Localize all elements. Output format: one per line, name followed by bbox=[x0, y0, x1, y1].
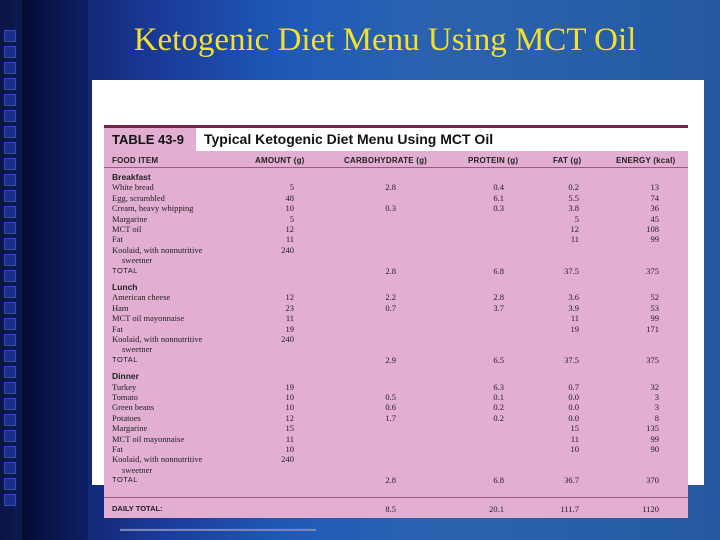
left-dark-band bbox=[22, 0, 88, 540]
table-row bbox=[104, 465, 688, 475]
fat-cell: 0.0 bbox=[568, 412, 579, 423]
table-row bbox=[104, 413, 688, 423]
fat-cell: 11 bbox=[570, 313, 579, 324]
food-item-cell: Dinner bbox=[112, 371, 139, 382]
energy-cell: 135 bbox=[646, 423, 659, 434]
fat-cell: 0.2 bbox=[568, 182, 579, 193]
food-item-cell: sweetner bbox=[122, 344, 153, 355]
energy-cell: 99 bbox=[650, 234, 659, 245]
food-item-cell: Potatoes bbox=[112, 412, 141, 423]
table-row bbox=[104, 423, 688, 433]
food-item-cell: Margarine bbox=[112, 213, 148, 224]
fat-cell: 10 bbox=[570, 444, 579, 454]
table-number: TABLE 43-9 bbox=[104, 128, 196, 151]
protein-cell: 6.8 bbox=[493, 265, 504, 276]
fat-cell: 12 bbox=[570, 224, 579, 234]
amount-cell: 10 bbox=[285, 444, 294, 454]
food-item-cell: American cheese bbox=[112, 292, 171, 303]
amount-cell: 10 bbox=[285, 203, 294, 214]
energy-cell: 99 bbox=[650, 313, 659, 324]
food-item-cell: White bread bbox=[112, 182, 154, 193]
food-item-cell: sweetner bbox=[122, 464, 153, 475]
food-item-cell: Margarine bbox=[112, 423, 148, 434]
section-heading bbox=[104, 282, 688, 292]
energy-cell: 90 bbox=[650, 444, 659, 454]
amount-cell: 19 bbox=[285, 381, 294, 392]
protein-cell: 6.3 bbox=[493, 381, 504, 392]
fat-cell: 3.8 bbox=[568, 203, 579, 214]
section-heading bbox=[104, 371, 688, 381]
col-header-fat: FAT (g) bbox=[553, 156, 582, 165]
carbohydrate-cell: 0.3 bbox=[385, 203, 396, 214]
slide-title: Ketogenic Diet Menu Using MCT Oil bbox=[133, 22, 637, 58]
table-row bbox=[104, 234, 688, 244]
table-row bbox=[104, 193, 688, 203]
amount-cell: 11 bbox=[285, 313, 294, 324]
protein-cell: 6.1 bbox=[493, 192, 504, 203]
energy-cell: 53 bbox=[650, 302, 659, 313]
table-row bbox=[104, 245, 688, 255]
fat-cell: 5.5 bbox=[568, 192, 579, 203]
energy-cell: 3 bbox=[654, 392, 659, 402]
energy-cell: 171 bbox=[646, 323, 659, 334]
table-row bbox=[104, 303, 688, 313]
amount-cell: 5 bbox=[289, 213, 294, 224]
copyright-footnote: ▬▬▬▬▬▬▬▬▬▬▬▬▬▬▬▬▬▬▬▬▬▬▬▬▬▬▬▬ bbox=[120, 526, 316, 533]
carbohydrate-cell: 2.8 bbox=[385, 265, 396, 276]
protein-cell: 20.1 bbox=[489, 504, 504, 514]
food-item-cell: Tomato bbox=[112, 392, 138, 402]
table-row bbox=[104, 382, 688, 392]
protein-cell: 0.2 bbox=[493, 402, 504, 413]
col-header-energy: ENERGY (kcal) bbox=[616, 156, 676, 165]
carbohydrate-cell: 2.9 bbox=[385, 354, 396, 365]
energy-cell: 74 bbox=[650, 192, 659, 203]
decorative-squares bbox=[0, 0, 22, 540]
table-row bbox=[104, 255, 688, 265]
energy-cell: 32 bbox=[650, 381, 659, 392]
carbohydrate-cell: 8.5 bbox=[385, 504, 396, 514]
amount-cell: 10 bbox=[285, 402, 294, 413]
food-item-cell: Cream, heavy whipping bbox=[112, 203, 194, 214]
carbohydrate-cell: 0.7 bbox=[385, 302, 396, 313]
energy-cell: 3 bbox=[654, 402, 659, 413]
daily-total-row bbox=[104, 504, 688, 514]
table-row bbox=[104, 402, 688, 412]
col-header-carbohydrate: CARBOHYDRATE (g) bbox=[344, 156, 428, 165]
fat-cell: 0.0 bbox=[568, 392, 579, 402]
energy-cell: 108 bbox=[646, 224, 659, 234]
food-item-cell: TOTAL bbox=[112, 354, 138, 364]
energy-cell: 36 bbox=[650, 203, 659, 214]
food-item-cell: Turkey bbox=[112, 381, 137, 392]
amount-cell: 15 bbox=[285, 423, 294, 434]
food-item-cell: Fat bbox=[112, 234, 123, 245]
fat-cell: 36.7 bbox=[564, 475, 579, 486]
energy-cell: 375 bbox=[646, 354, 659, 365]
fat-cell: 37.5 bbox=[564, 265, 579, 276]
amount-cell: 23 bbox=[285, 302, 294, 313]
protein-cell: 0.1 bbox=[493, 392, 504, 402]
food-item-cell: Egg, scrambled bbox=[112, 192, 165, 203]
food-item-cell: Green beans bbox=[112, 402, 155, 413]
fat-cell: 37.5 bbox=[564, 354, 579, 365]
energy-cell: 52 bbox=[650, 292, 659, 303]
carbohydrate-cell: 2.8 bbox=[385, 475, 396, 486]
table-caption bbox=[104, 125, 688, 151]
protein-cell: 6.5 bbox=[493, 354, 504, 365]
carbohydrate-cell: 0.5 bbox=[385, 392, 396, 402]
table-row bbox=[104, 324, 688, 334]
total-row bbox=[104, 266, 688, 276]
energy-cell: 13 bbox=[650, 182, 659, 193]
food-item-cell: MCT oil mayonnaise bbox=[112, 433, 185, 444]
table-row bbox=[104, 182, 688, 192]
table-title: Typical Ketogenic Diet Menu Using MCT Oil bbox=[204, 131, 494, 147]
energy-cell: 45 bbox=[650, 213, 659, 224]
col-header-food: FOOD ITEM bbox=[112, 156, 159, 165]
protein-cell: 6.8 bbox=[493, 475, 504, 486]
protein-cell: 0.4 bbox=[493, 182, 504, 193]
energy-cell: 375 bbox=[646, 265, 659, 276]
amount-cell: 12 bbox=[285, 412, 294, 423]
table-row bbox=[104, 203, 688, 213]
food-item-cell: sweetner bbox=[122, 255, 153, 266]
daily-rule bbox=[104, 497, 688, 498]
table-row bbox=[104, 434, 688, 444]
food-item-cell: Koolaid, with nonnutritive bbox=[112, 454, 203, 465]
fat-cell: 11 bbox=[570, 234, 579, 245]
amount-cell: 240 bbox=[281, 454, 294, 465]
amount-cell: 48 bbox=[285, 192, 294, 203]
table-row bbox=[104, 214, 688, 224]
amount-cell: 240 bbox=[281, 244, 294, 255]
fat-cell: 0.7 bbox=[568, 381, 579, 392]
food-item-cell: Fat bbox=[112, 444, 123, 454]
amount-cell: 12 bbox=[285, 292, 294, 303]
amount-cell: 5 bbox=[289, 182, 294, 193]
food-item-cell: TOTAL bbox=[112, 475, 138, 485]
energy-cell: 370 bbox=[646, 475, 659, 486]
total-row bbox=[104, 475, 688, 485]
amount-cell: 11 bbox=[285, 433, 294, 444]
fat-cell: 3.9 bbox=[568, 302, 579, 313]
food-item-cell: MCT oil bbox=[112, 224, 142, 234]
energy-cell: 8 bbox=[654, 412, 659, 423]
table-row bbox=[104, 292, 688, 302]
carbohydrate-cell: 0.6 bbox=[385, 402, 396, 413]
carbohydrate-cell: 1.7 bbox=[385, 412, 396, 423]
protein-cell: 0.3 bbox=[493, 203, 504, 214]
table-row bbox=[104, 344, 688, 354]
food-item-cell: Breakfast bbox=[112, 172, 151, 182]
protein-cell: 0.2 bbox=[493, 412, 504, 423]
carbohydrate-cell: 2.8 bbox=[385, 182, 396, 193]
fat-cell: 5 bbox=[574, 213, 579, 224]
energy-cell: 99 bbox=[650, 433, 659, 444]
food-item-cell: Fat bbox=[112, 323, 123, 334]
amount-cell: 240 bbox=[281, 334, 294, 344]
table-row bbox=[104, 313, 688, 323]
fat-cell: 19 bbox=[570, 323, 579, 334]
food-item-cell: Koolaid, with nonnutritive bbox=[112, 244, 203, 255]
amount-cell: 11 bbox=[285, 234, 294, 245]
amount-cell: 12 bbox=[285, 224, 294, 234]
section-heading bbox=[104, 172, 688, 182]
food-item-cell: Koolaid, with nonnutritive bbox=[112, 334, 203, 344]
header-rule bbox=[104, 167, 688, 168]
col-header-protein: PROTEIN (g) bbox=[468, 156, 519, 165]
protein-cell: 2.8 bbox=[493, 292, 504, 303]
food-item-cell: Ham bbox=[112, 302, 129, 313]
food-item-cell: Lunch bbox=[112, 282, 138, 292]
amount-cell: 10 bbox=[285, 392, 294, 402]
protein-cell: 3.7 bbox=[493, 302, 504, 313]
fat-cell: 111.7 bbox=[560, 504, 579, 514]
table-row bbox=[104, 334, 688, 344]
fat-cell: 3.6 bbox=[568, 292, 579, 303]
food-item-cell: DAILY TOTAL: bbox=[112, 504, 163, 513]
fat-cell: 15 bbox=[570, 423, 579, 434]
amount-cell: 19 bbox=[285, 323, 294, 334]
table-row bbox=[104, 392, 688, 402]
table-row bbox=[104, 444, 688, 454]
food-item-cell: TOTAL bbox=[112, 265, 138, 275]
food-item-cell: MCT oil mayonnaise bbox=[112, 313, 185, 324]
total-row bbox=[104, 355, 688, 365]
col-header-amount: AMOUNT (g) bbox=[255, 156, 305, 165]
table-row bbox=[104, 454, 688, 464]
carbohydrate-cell: 2.2 bbox=[385, 292, 396, 303]
energy-cell: 1120 bbox=[642, 504, 659, 514]
fat-cell: 0.0 bbox=[568, 402, 579, 413]
table-row bbox=[104, 224, 688, 234]
fat-cell: 11 bbox=[570, 433, 579, 444]
